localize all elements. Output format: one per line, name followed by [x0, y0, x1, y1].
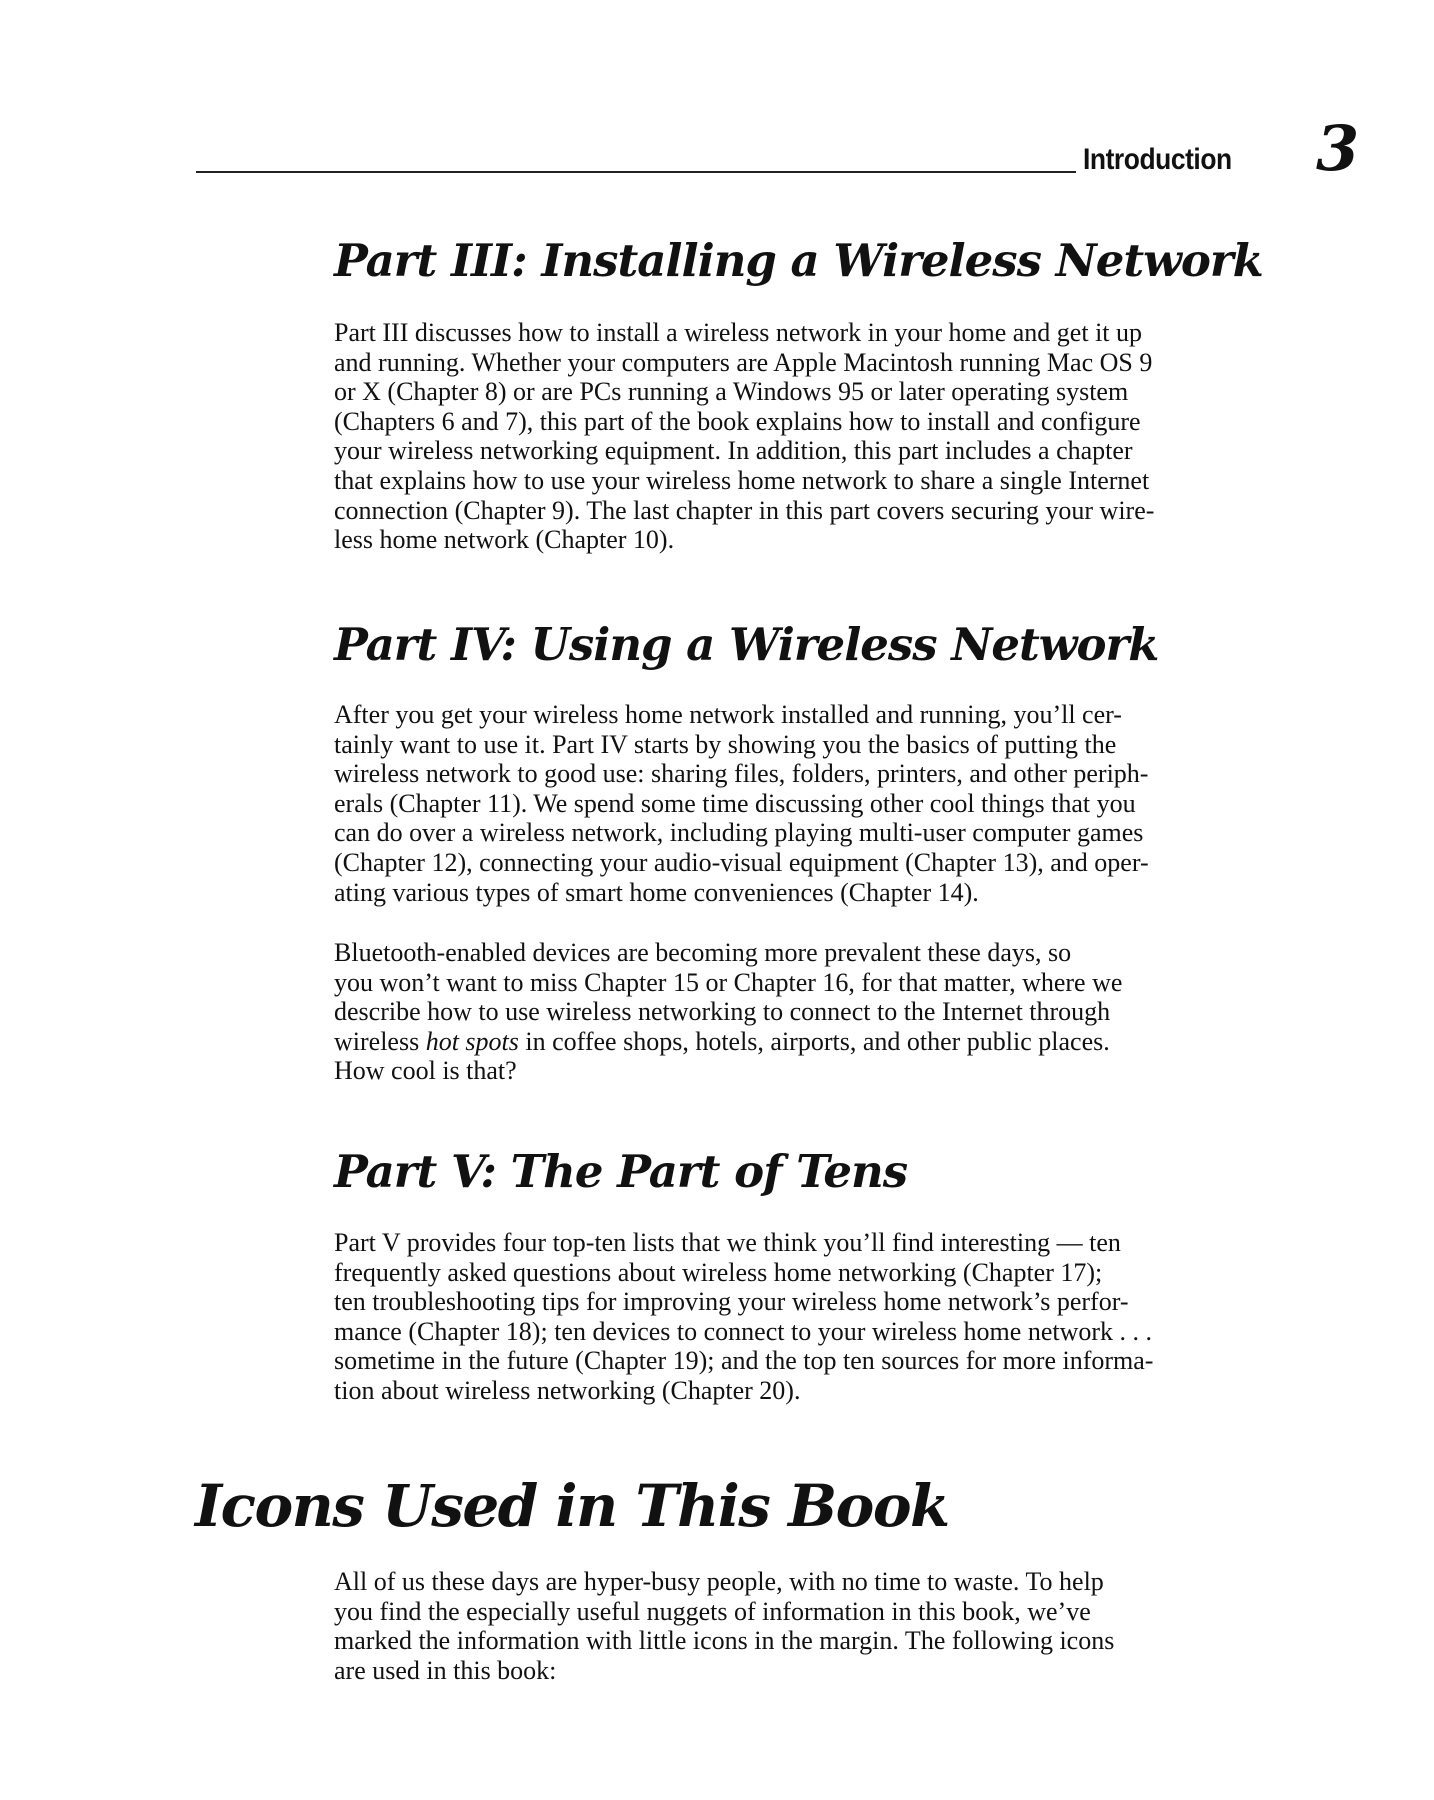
text-line: or X (Chapter 8) or are PCs running a Windows 95 or later operating system: [334, 377, 1129, 407]
text-line: connection (Chapter 9). The last chapter in this part covers securing your wire-: [334, 495, 1155, 525]
text-line: your wireless networking equipment. In addition, this part includes a chapter: [334, 436, 1133, 466]
running-head: Introduction: [1083, 143, 1232, 176]
text-line: frequently asked questions about wireless home networking (Chapter 17);: [334, 1257, 1103, 1287]
text-line: that explains how to use your wireless home network to share a single Internet: [334, 465, 1150, 495]
emphasized-term: hot spots: [425, 1026, 519, 1056]
text-line: (Chapters 6 and 7), this part of the book explains how to install and configure: [334, 406, 1141, 436]
paragraph-part-3: [334, 318, 1254, 555]
text-line: you won’t want to miss Chapter 15 or Chapter 16, for that matter, where we: [334, 967, 1123, 997]
text-line: Bluetooth-enabled devices are becoming more prevalent these days, so: [334, 938, 1072, 967]
text-line: are used in this book:: [334, 1655, 557, 1685]
text-line: less home network (Chapter 10).: [334, 525, 675, 555]
section-heading-part-3: Part III: Installing a Wireless Network: [334, 234, 1263, 287]
text-line: erals (Chapter 11). We spend some time discussing other cool things that you: [334, 788, 1136, 818]
text-line: marked the information with little icons in the margin. The following icons: [334, 1626, 1115, 1656]
text-line: sometime in the future (Chapter 19); and the top ten sources for more informa-: [334, 1346, 1154, 1376]
text-line: describe how to use wireless networking to connect to the Internet through: [334, 997, 1111, 1027]
text-line: tainly want to use it. Part IV starts by showing you the basics of putting the: [334, 729, 1117, 759]
text-line: How cool is that?: [334, 1056, 517, 1086]
paragraph-part-5: [334, 1228, 1254, 1406]
text-segment: wireless: [334, 1026, 426, 1056]
text-line: (Chapter 12), connecting your audio-visual equipment (Chapter 13), and oper-: [334, 847, 1149, 877]
paragraph-part-4-bluetooth: [334, 938, 1254, 1086]
text-line: Part III discusses how to install a wireless network in your home and get it up: [334, 318, 1143, 347]
text-line: and running. Whether your computers are Apple Macintosh running Mac OS 9: [334, 347, 1153, 377]
text-line: Part V provides four top-ten lists that we think you’ll find interesting — ten: [334, 1228, 1121, 1257]
text-line: ten troubleshooting tips for improving your wireless home network’s perfor-: [334, 1287, 1129, 1317]
text-line: All of us these days are hyper-busy people, with no time to waste. To help: [334, 1567, 1104, 1596]
paragraph-icons-used: [334, 1567, 1254, 1685]
text-line: wireless network to good use: sharing files, folders, printers, and other periph-: [334, 759, 1149, 789]
text-line-with-emphasis: [334, 1027, 1254, 1057]
section-heading-part-5: Part V: The Part of Tens: [334, 1145, 908, 1198]
text-line: mance (Chapter 18); ten devices to connect to your wireless home network . . .: [334, 1316, 1153, 1346]
text-line: ating various types of smart home conveniences (Chapter 14).: [334, 877, 979, 907]
section-heading-part-4: Part IV: Using a Wireless Network: [334, 618, 1159, 671]
paragraph-part-4-intro: [334, 700, 1254, 907]
chapter-heading-icons-used: Icons Used in This Book: [195, 1472, 949, 1540]
page-number: 3: [1316, 112, 1360, 185]
header-rule: [196, 171, 1076, 173]
text-line: tion about wireless networking (Chapter 20).: [334, 1375, 801, 1405]
text-line: can do over a wireless network, including playing multi-user computer games: [334, 818, 1144, 848]
text-line: After you get your wireless home network installed and running, you’ll cer-: [334, 700, 1122, 729]
text-line: you find the especially useful nuggets of information in this book, we’ve: [334, 1596, 1091, 1626]
text-segment: in coffee shops, hotels, airports, and other public places.: [518, 1026, 1110, 1056]
